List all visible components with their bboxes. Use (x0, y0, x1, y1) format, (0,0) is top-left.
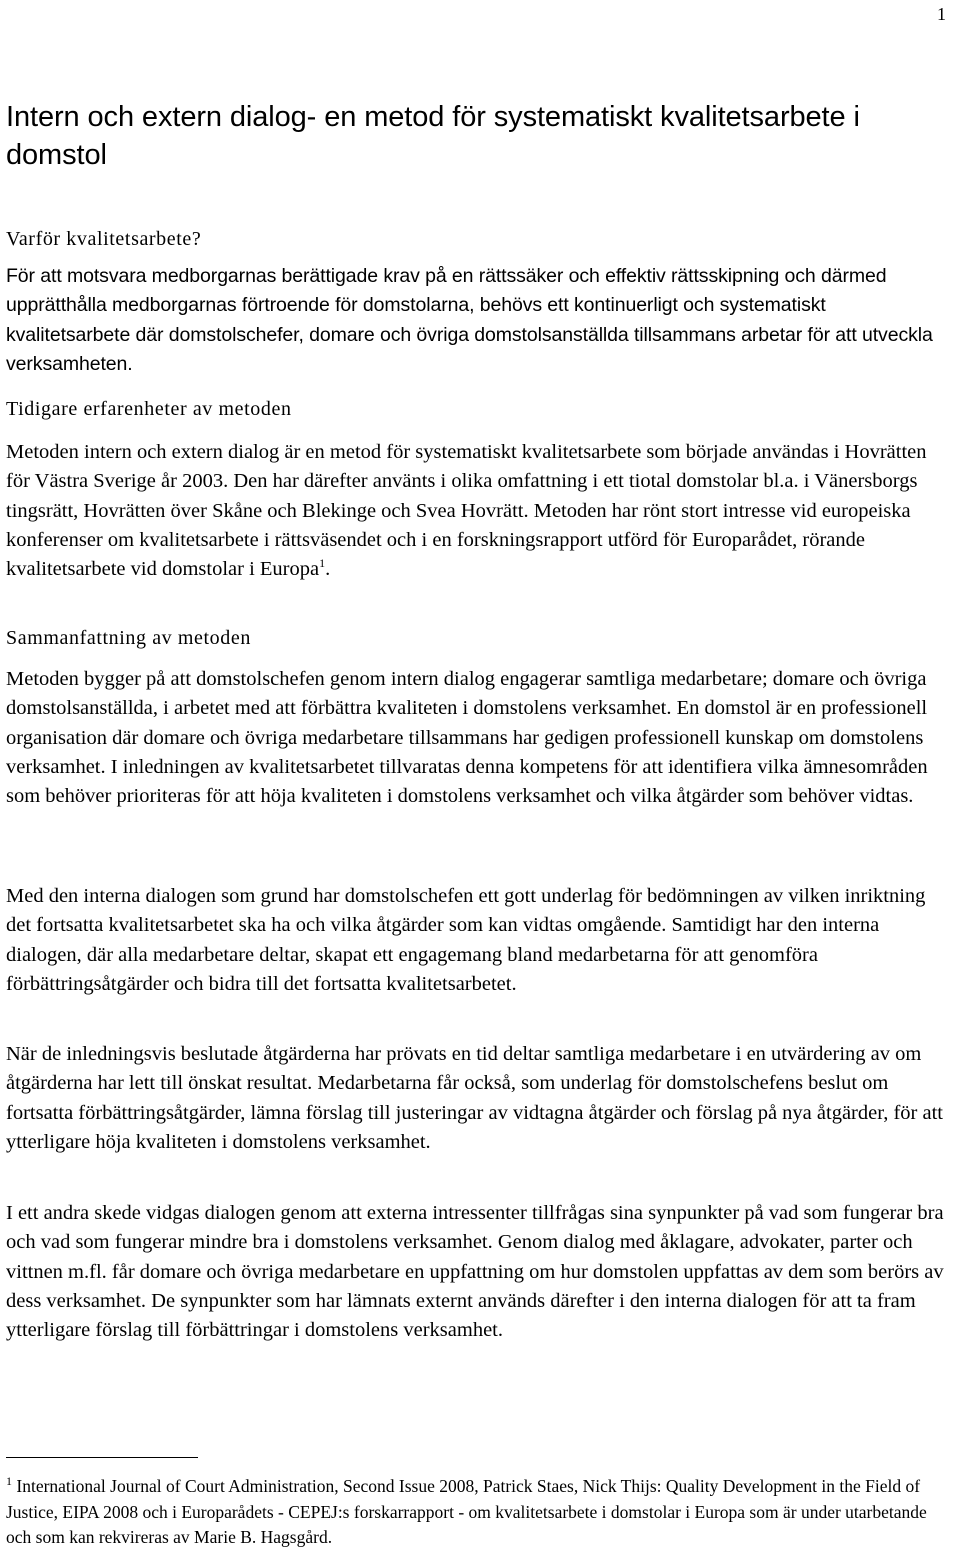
footnote-marker: 1 (6, 1474, 12, 1489)
section-heading-summary: Sammanfattning av metoden (6, 627, 251, 649)
paragraph-summary-1: Metoden bygger på att domstolschefen genom intern dialog engagerar samtliga medarbetare; domare och övriga domstolsanställda, i arbetet med att förbättra kvaliteten i domstolens verksamhet. En domstol är en professionell organisation där domare och övriga medarbetare tillsammans har gedigen professionell kunskap om domstolens verksamhet. I inledningen av kvalitetsarbetet tillvaratas denna kompetens för att identifiera vilka ämnesområden som behöver prioriteras för att höja kvaliteten i domstolens verksamhet och vilka åtgärder som behöver vidtas. (6, 668, 928, 808)
paragraph-summary-2: Med den interna dialogen som grund har domstolschefen ett gott underlag för bedömningen av vilken inriktning det fortsatta kvalitetsarbetet ska ha och vilka åtgärder som kan vidtas omgående. Samtidigt har den interna dialogen, där alla medarbetare deltar, skapat ett engagemang bland medarbetarna för att genomföra förbättringsåtgärder och bidra till det fortsatta kvalitetsarbetet. (6, 885, 926, 995)
paragraph-why: För att motsvara medborgarnas berättigade krav på en rättssäker och effektiv rättsskipning och därmed upprätthålla medborgarnas förtroende för domstolarna, behövs ett kontinuerligt och systematiskt kvalitetsarbete där domstolschefer, domare och övriga domstolsanställda tillsammans arbetar för att utveckla verksamheten. (6, 265, 933, 375)
section-heading-why: Varför kvalitetsarbete? (6, 228, 202, 250)
footnote (6, 1474, 952, 1551)
paragraph-summary-3: När de inledningsvis beslutade åtgärderna har prövats en tid deltar samtliga medarbetare i en utvärdering av om åtgärderna har lett till önskat resultat. Medarbetarna får också, som underlag för domstolschefens beslut om fortsatta förbättringsåtgärder, lämna förslag till justeringar av vidtagna åtgärder och förslag på nya åtgärder, för att ytterligare höja kvaliteten i domstolens verksamhet. (6, 1043, 943, 1153)
paragraph-experience (6, 438, 952, 584)
footnote-text: International Journal of Court Administration, Second Issue 2008, Patrick Staes, Nick Thijs: Quality Development in the Field of Justice, EIPA 2008 och i Europarådets - CEPEJ:s forskarrapport - om kvalitetsarbete i domstolar i Europa som är under utarbetande och som kan rekvireras av Marie B. Hagsgård. (6, 1476, 927, 1547)
section-heading-experience: Tidigare erfarenheter av metoden (6, 398, 292, 420)
footnote-reference[interactable]: 1 (319, 556, 326, 571)
footnote-divider (6, 1457, 198, 1458)
document-title: Intern och extern dialog- en metod för systematiskt kvalitetsarbete i domstol (6, 101, 860, 171)
paragraph-summary-4: I ett andra skede vidgas dialogen genom att externa intressenter tillfrågas sina synpunkter på vad som fungerar bra och vad som fungerar mindre bra i domstolens verksamhet. Genom dialog med åklagare, advokater, parter och vittnen m.fl. får domare och övriga medarbetare en uppfattning om hur domstolen uppfattas av dem som berörs av dess verksamhet. De synpunkter som har lämnats externt används därefter i den interna dialogen för att ta fram ytterligare förslag till förbättringar i domstolens verksamhet. (6, 1202, 944, 1342)
page-number: 1 (937, 4, 946, 24)
paragraph-experience-text: Metoden intern och extern dialog är en metod för systematiskt kvalitetsarbete som började användas i Hovrätten för Västra Sverige år 2003. Den har därefter använts i olika omfattning i ett tiotal domstolar bl.a. i Vänersborgs tingsrätt, Hovrätten över Skåne och Blekinge och Svea Hovrätt. Metoden har rönt stort intresse vid europeiska konferenser om kvalitetsarbete i rättsväsendet och i en forskningsrapport utförd för Europarådet, rörande kvalitetsarbete vid domstolar i Europa (6, 441, 927, 581)
paragraph-experience-end: . (325, 558, 331, 581)
